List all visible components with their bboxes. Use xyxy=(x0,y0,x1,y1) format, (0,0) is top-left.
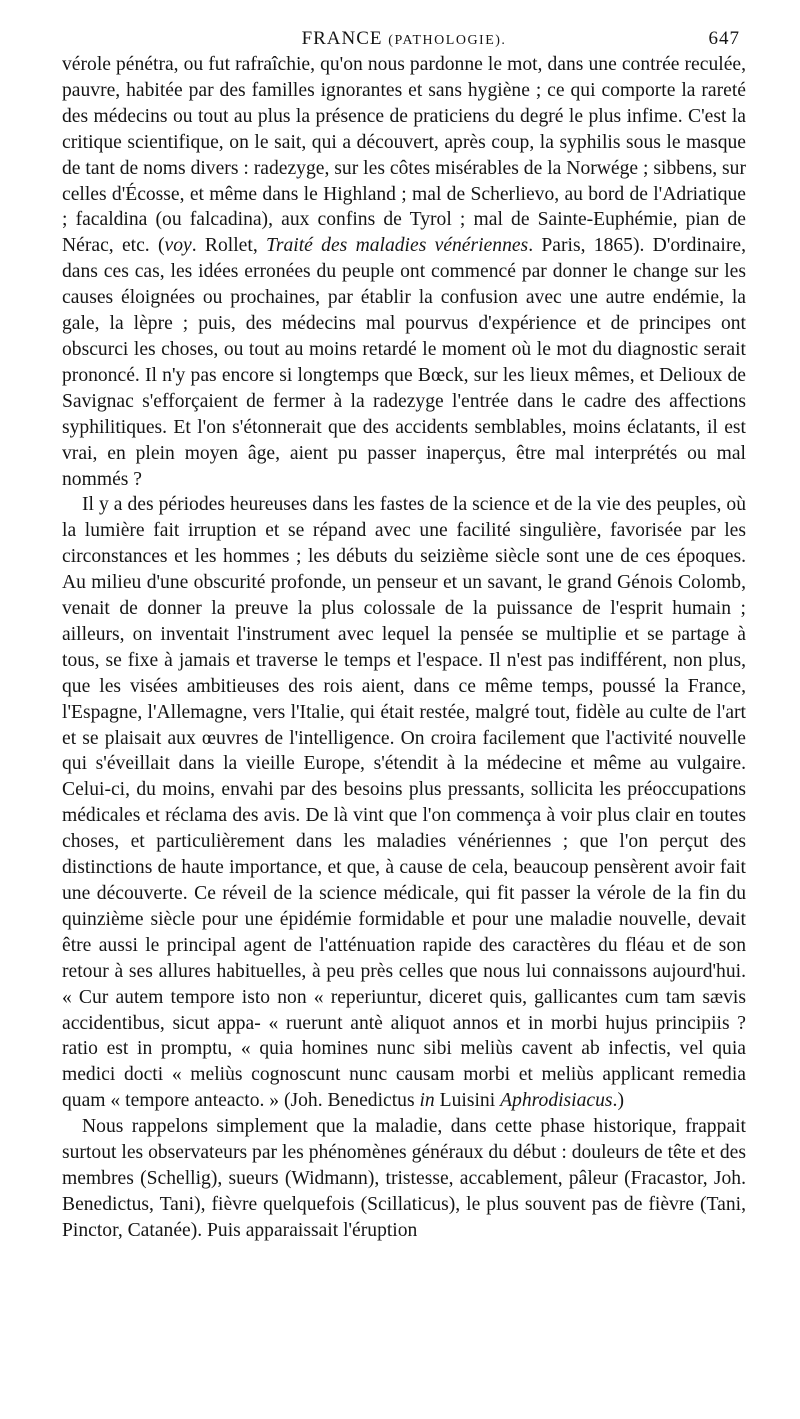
work-title: Aphrodisiacus xyxy=(500,1090,613,1112)
paragraph-2 xyxy=(62,492,746,1114)
paragraph-3-text: Nous rappelons simplement que la maladie, dans cette phase historique, frappait surtout les observateurs par les phénomènes généraux du début : douleurs de tête et des membres (Schellig), sueurs (Widmann), tristesse, accablement, pâleur (Fracastor, Joh. Benedictus, Tani), fièvre quelquefois (Scillaticus), le plus souvent pas de fièvre (Tani, Pinctor, Catanée). Puis apparaissait l'éruption xyxy=(62,1116,746,1241)
running-header xyxy=(62,22,746,52)
paragraph-1-text-b: . Rollet, xyxy=(191,235,267,257)
paragraph-3 xyxy=(62,1114,746,1244)
paragraph-2-text-a: Il y a des périodes heureuses dans les fastes de la science et de la vie des peuples, où la lumière fait irruption et se répand avec une facilité singulière, favorisée par les circonstances et les hommes ; les débuts du seizième siècle sont une de ces époques. Au milieu d'une obscurité profonde, un penseur et un savant, le grand Génois Colomb, venait de donner la preuve la plus colossale de la puissance de l'esprit humain ; ailleurs, on inventait l'instrument avec lequel la pensée se multiplie et se partage à tous, se fixe à jamais et traverse le temps et l'espace. Il n'est pas indifférent, non plus, que les visées ambitieuses des rois aient, dans ce même temps, poussé la France, l'Espagne, l'Allemagne, vers l'Italie, qui était restée, malgré tout, fidèle au culte de l'art et se plaisait aux œuvres de l'intelligence. On croira facilement que l'activité nouvelle qui s'éveillait dans la vieille Europe, s'étendit à la médecine et même au vulgaire. Celui-ci, du moins, envahi par des besoins plus pressants, sollicita les préoccupations médicales et réclama des avis. De là vint que l'on commença à voir plus clair en toutes choses, et particulièrement dans les maladies vénériennes ; que l'on perçut des distinctions de haute importance, et que, à cause de cela, beaucoup pensèrent avoir fait une découverte. Ce réveil de la science médicale, qui fit passer la vérole de la fin du quinzième siècle pour une épidémie formidable et pour une maladie nouvelle, devait être aussi le principal agent de l'atténuation rapide des caractères du fléau et de son retour à ses allures habituelles, à peu près celles que nous lui connaissons aujourd'hui. « Cur autem tempore isto non « reperiuntur, diceret quis, gallicantes cum tam sævis accidentibus, sicut appa- « ruerunt antè aliquot annos et in morbi hujus principiis ? ratio est in promptu, « quia homines nunc sibi meliùs cavent ab infectis, vel quia medici docti « meliùs cognoscunt nunc causam morbi et meliùs applicant remedia quam « tempore anteacto. » (Joh. Benedictus xyxy=(62,494,746,1112)
body-text xyxy=(62,52,746,1244)
paragraph-1 xyxy=(62,52,746,492)
running-head xyxy=(62,28,746,50)
book-title: Traité des maladies vénériennes xyxy=(266,235,529,257)
page-number: 647 xyxy=(708,28,740,49)
paragraph-1-text-c: . Paris, 1865). D'ordinaire, dans ces cas, les idées erronées du peuple ont commencé par donner le change sur les causes éloignées ou prochaines, par établir la confusion avec une autre endémie, la gale, la lèpre ; puis, des médecins mal pourvus d'expérience et de principes ont obscurci les choses, ou tout au moins retardé le moment où le mot du diagnostic serait prononcé. Il n'y pas encore si longtemps que Bœck, sur les lieux mêmes, et Delioux de Savignac s'efforçaient de fermer à la radezyge l'entrée dans le cadre des affections syphilitiques. Et l'on s'étonnerait que des accidents semblables, moins éclatants, il est vrai, en plein moyen âge, aient pu passer inaperçus, être mal interprétés ou mal nommés ? xyxy=(62,235,746,490)
paragraph-2-text-b: Luisini xyxy=(434,1090,501,1112)
header-title: FRANCE xyxy=(301,28,383,49)
reference-voy: voy xyxy=(164,235,192,257)
header-subtitle: (PATHOLOGIE). xyxy=(388,33,507,48)
paragraph-2-text-c: .) xyxy=(612,1090,624,1112)
reference-in: in xyxy=(419,1090,435,1112)
page xyxy=(62,22,746,1244)
paragraph-1-text-a: vérole pénétra, ou fut rafraîchie, qu'on nous pardonne le mot, dans une contrée reculée, pauvre, habitée par des familles ignorantes et sans hygiène ; ce qui comporte la rareté des médecins ou tout au plus la présence de praticiens du degré le plus infime. C'est la critique scientifique, on le sait, qui a découvert, après coup, la syphilis sous le masque de tant de noms divers : radezyge, sur les côtes misérables de la Norwége ; sibbens, sur celles d'Écosse, et même dans le Highland ; mal de Scherlievo, au bord de l'Adriatique ; facaldina (ou falcadina), aux confins de Tyrol ; mal de Sainte-Euphémie, pian de Nérac, etc. ( xyxy=(62,54,746,257)
